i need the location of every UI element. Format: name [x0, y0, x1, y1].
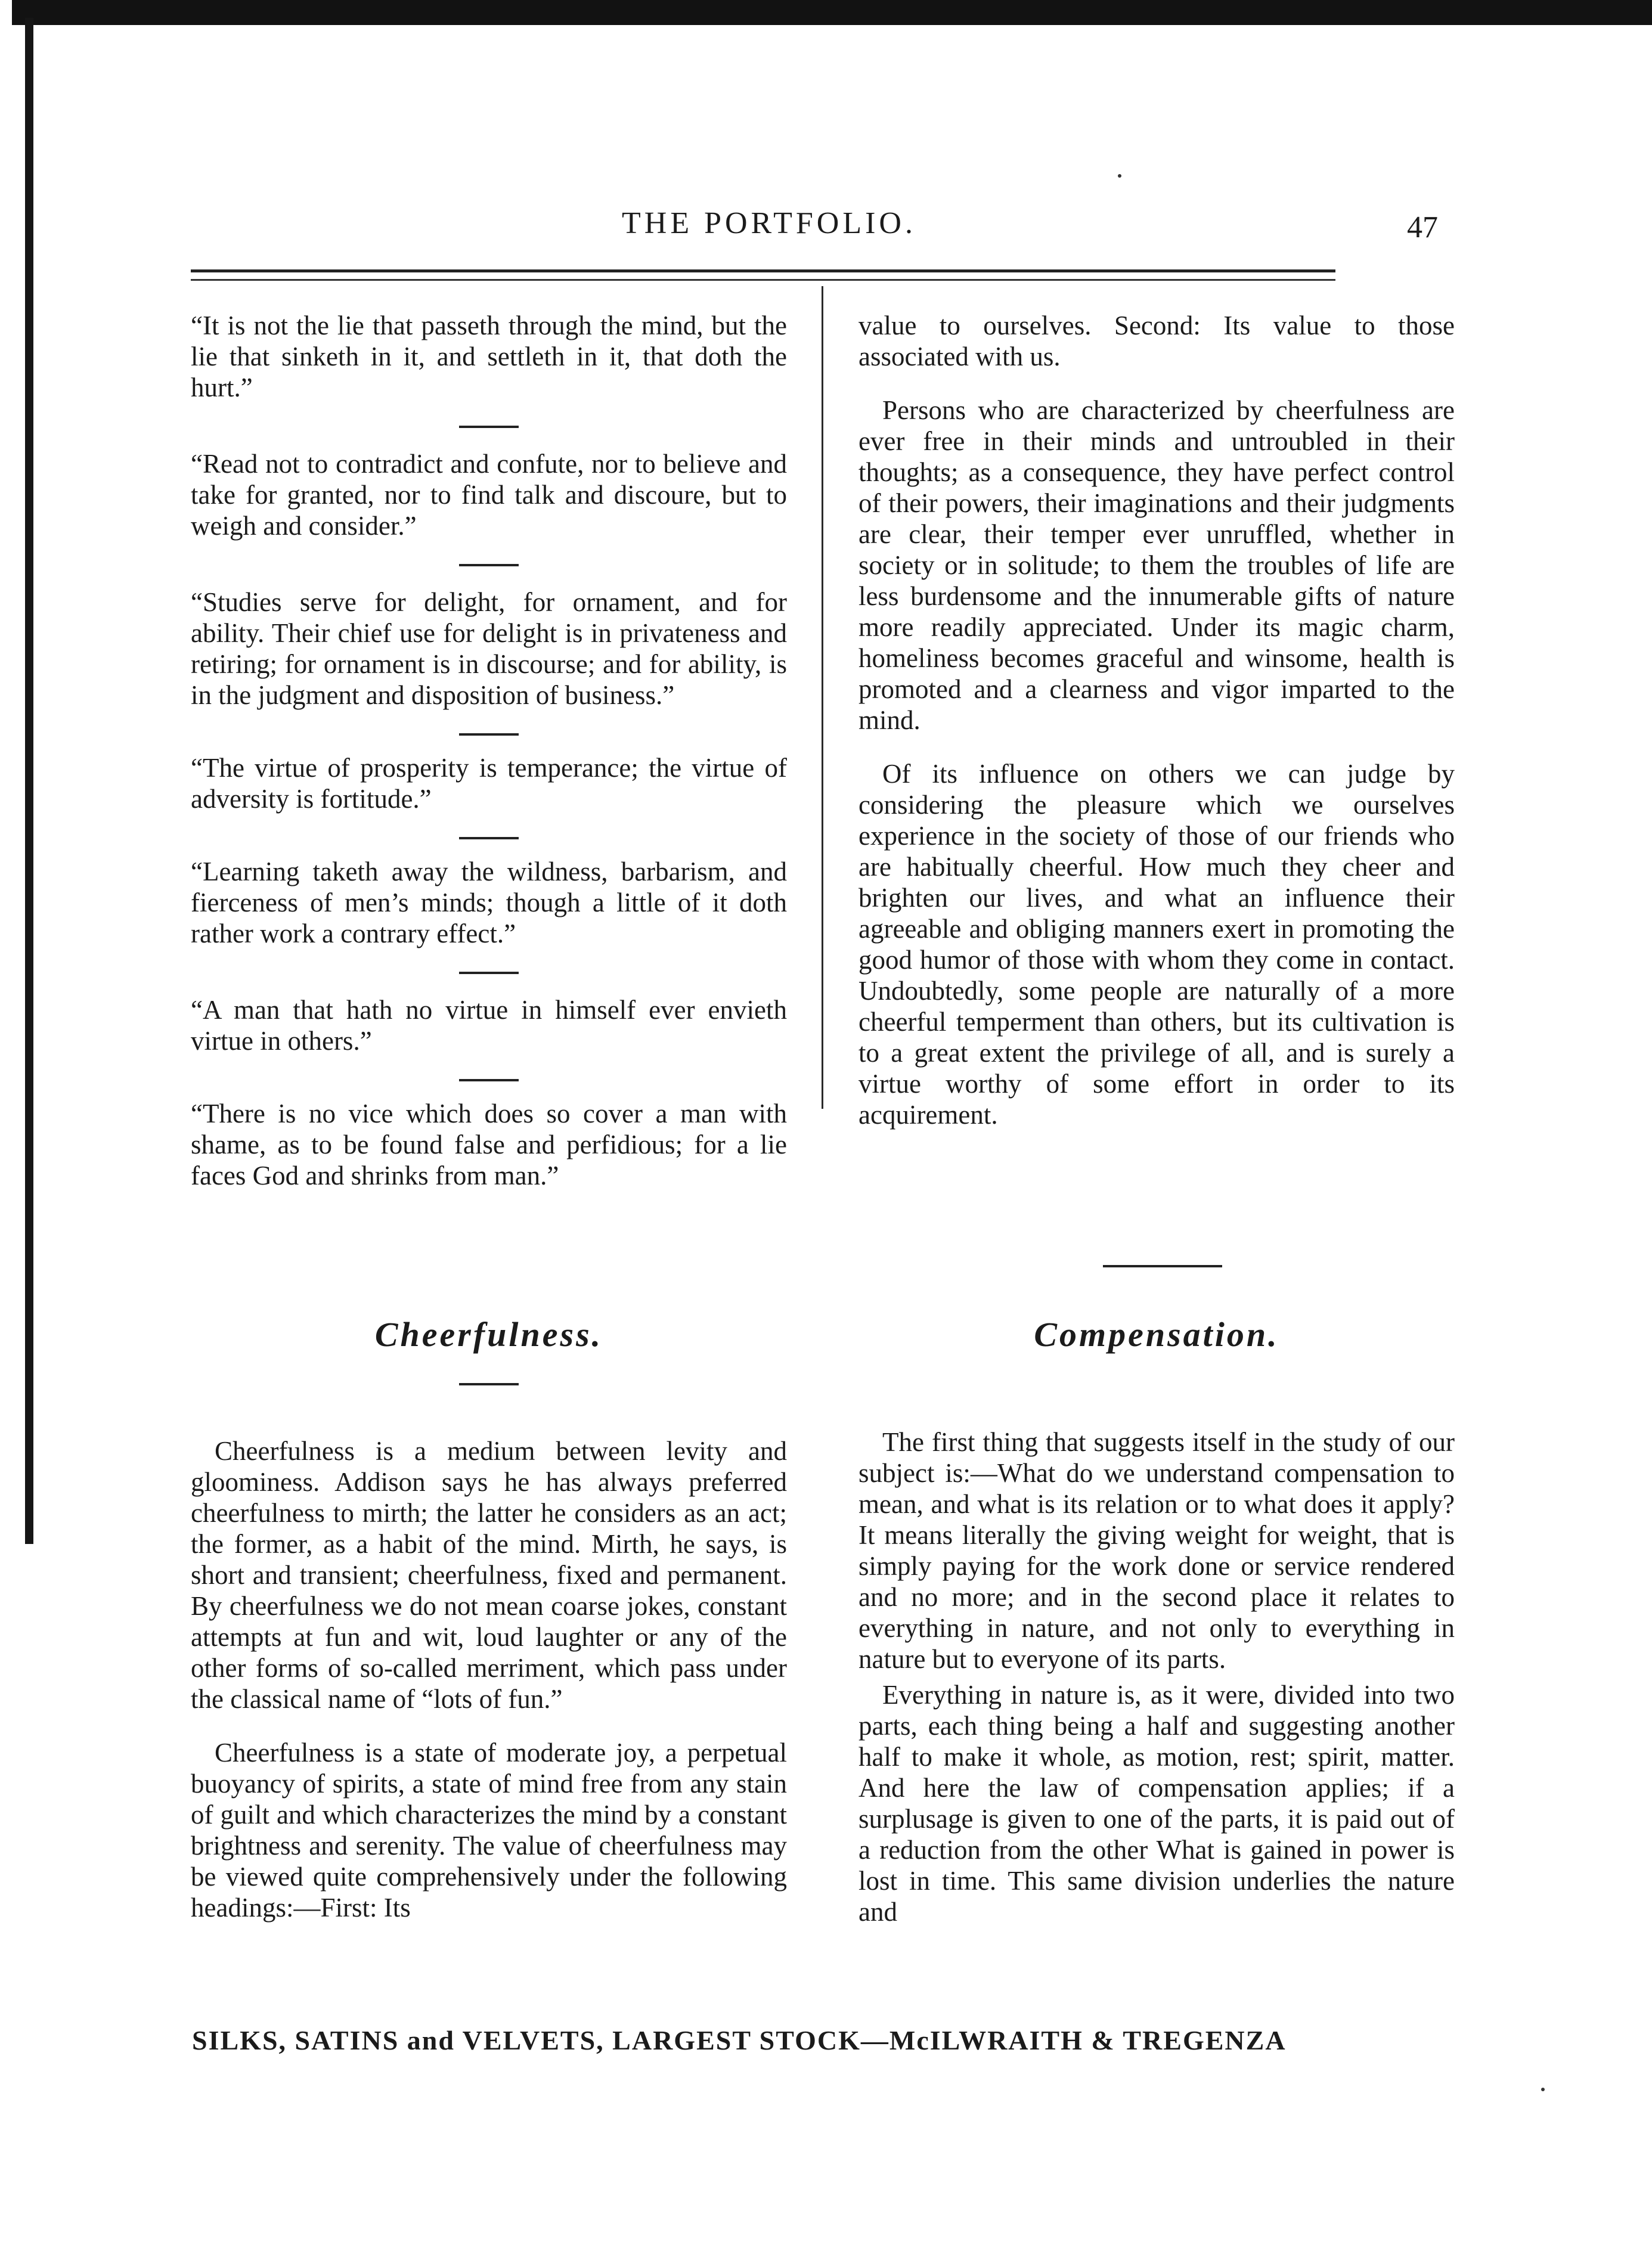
ink-speck	[1118, 174, 1121, 178]
quote-separator	[459, 837, 519, 839]
quote-5: “Learning taketh away the wildness, barbarism, and fierceness of men’s minds; though a little of it doth rather work a contrary effect.”	[191, 857, 787, 948]
continued-paragraph-3: Of its influence on others we can judge by considering the pleasure which we ourselves experience in the society of those of our friends who are habitually cheerful. How much they cheer and brighten our lives, and what an influence their agreeable and obliging manners exert in promoting the good humor of those with whom they come in contact. Undoubtedly, some people are naturally of a more cheerful temperment than others, but its cultivation is to a great extent the privilege of all, and is surely a virtue worthy of some effort in order to its acquirement.	[858, 759, 1455, 1130]
compensation-title: Compensation.	[1034, 1315, 1279, 1354]
footer-advertisement: SILKS, SATINS and VELVETS, LARGEST STOCK—McILWRAITH & TREGENZA	[192, 2025, 1287, 2055]
quote-separator	[459, 733, 519, 736]
ink-speck	[1541, 2088, 1545, 2091]
compensation-paragraph-1: The first thing that suggests itself in the study of our subject is:—What do we understand compensation to mean, and what is its relation or to what does it apply? It means literally the giving weight for weight, that is simply paying for the work done or service rendered and no more; and in the second place it relates to everything in nature, and not only to everything in nature but to everyone of its parts.	[858, 1427, 1455, 1674]
quote-7: “There is no vice which does so cover a man with shame, as to be found false and perfidious; for a lie faces God and shrinks from man.”	[191, 1099, 787, 1190]
quote-separator	[459, 1079, 519, 1081]
running-head: THE PORTFOLIO.	[622, 206, 916, 240]
header-rule-thin	[191, 279, 1335, 281]
quote-6: “A man that hath no virtue in himself ever envieth virtue in others.”	[191, 995, 787, 1056]
quotes-column	[191, 310, 787, 1214]
column-divider	[822, 286, 823, 1109]
header-rule	[191, 269, 1335, 272]
cheerfulness-article	[191, 1435, 787, 1946]
left-border-rule	[25, 18, 33, 1544]
cheerfulness-paragraph-2: Cheerfulness is a state of moderate joy, a perpetual buoyancy of spirits, a state of mind free from any stain of guilt and which characterizes the mind by a constant brightness and serenity. The value of cheerfulness may be viewed quite comprehensively under the following headings:—First: Its	[191, 1738, 787, 1923]
cheerfulness-continued-column	[858, 310, 1455, 1153]
title-rule	[459, 1383, 519, 1385]
compensation-article	[858, 1427, 1455, 1950]
quote-separator	[459, 426, 519, 428]
quote-separator	[459, 972, 519, 974]
cheerfulness-title: Cheerfulness.	[374, 1315, 603, 1354]
compensation-paragraph-2: Everything in nature is, as it were, divided into two parts, each thing being a half and suggesting another half to make it whole, as motion, rest; spirit, matter. And here the law of compensation applies; if a surplusage is given to one of the parts, it is paid out of a reduction from the other What is gained in power is lost in time. This same division underlies the nature and	[858, 1680, 1455, 1927]
continued-paragraph-2: Persons who are characterized by cheerfulness are ever free in their minds and untroubled in their thoughts; as a consequence, they have perfect control of their powers, their imaginations and their judgments are clear, their temper ever unruffled, whether in society or in solitude; to them the troubles of life are less burdensome and the innumerable gifts of nature more readily appreciated. Under its magic charm, homeliness becomes graceful and winsome, health is promoted and a clearness and vigor imparted to the mind.	[858, 395, 1455, 735]
continued-paragraph-1: value to ourselves. Second: Its value to those associated with us.	[858, 311, 1455, 371]
section-end-rule	[1103, 1265, 1222, 1267]
quote-4: “The virtue of prosperity is temperance; the virtue of adversity is fortitude.”	[191, 753, 787, 814]
cheerfulness-paragraph-1: Cheerfulness is a medium between levity and gloominess. Addison says he has always preferred cheerfulness to mirth; the latter he considers as an act; the former, as a habit of the mind. Mirth, he says, is short and transient; cheerfulness, fixed and permanent. By cheerfulness we do not mean coarse jokes, constant attempts at fun and wit, loud laughter or any of the other forms of so-called merriment, which pass under the classical name of “lots of fun.”	[191, 1436, 787, 1714]
quote-2: “Read not to contradict and confute, nor to believe and take for granted, nor to find talk and discoure, but to weigh and consider.”	[191, 449, 787, 541]
page-number: 47	[1407, 210, 1438, 244]
quote-separator	[459, 564, 519, 566]
quote-3: “Studies serve for delight, for ornament, and for ability. Their chief use for delight is in privateness and retiring; for ornament is in discourse; and for ability, is in the judgment and disposition of business.”	[191, 587, 787, 710]
top-border-bar	[12, 0, 1652, 25]
quote-1: “It is not the lie that passeth through the mind, but the lie that sinketh in it, and settleth in it, that doth the hurt.”	[191, 311, 787, 402]
